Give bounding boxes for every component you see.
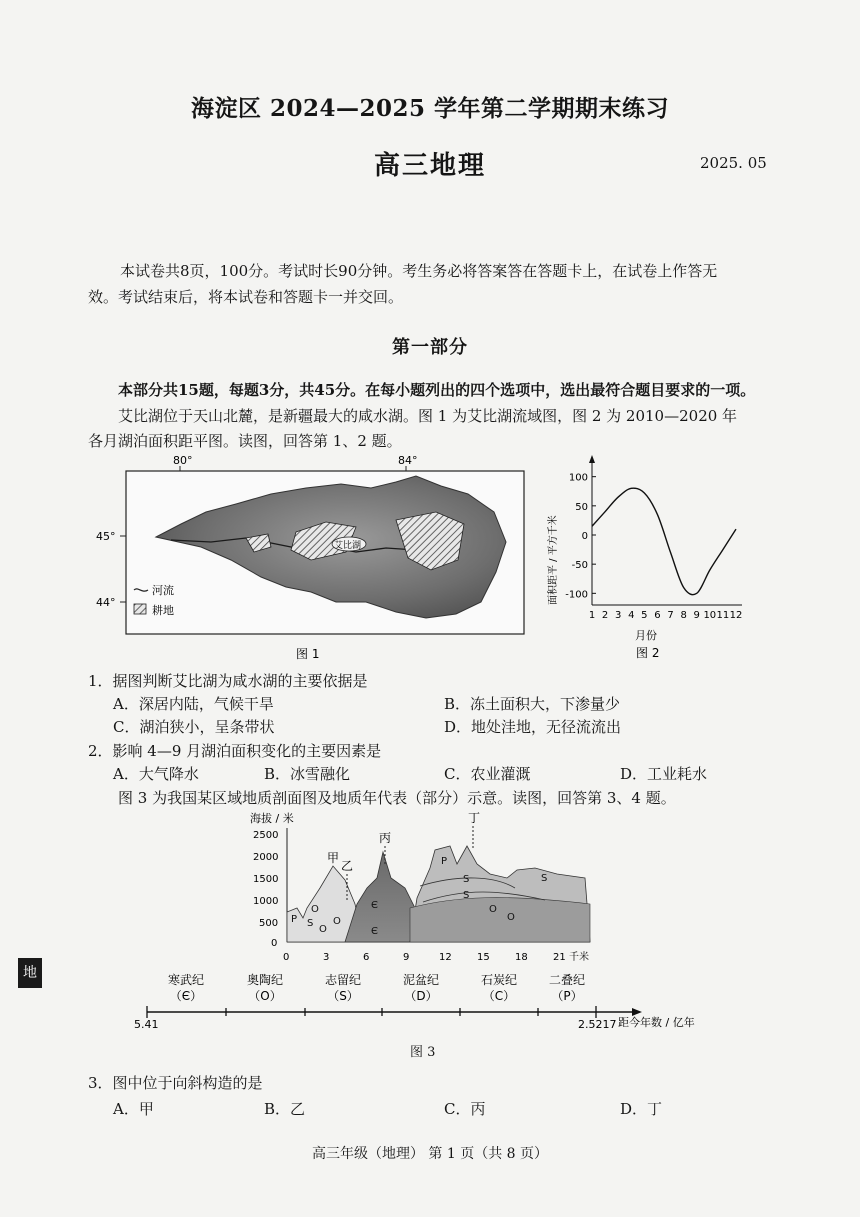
fig3-ytick-1500: 1500 bbox=[253, 874, 279, 885]
stratum-o-west-2: O bbox=[319, 924, 327, 935]
fig2-xtick: 1 bbox=[588, 610, 596, 621]
period-ordovician: 奥陶纪 bbox=[246, 973, 284, 987]
period-silurian-sym: （S） bbox=[327, 989, 359, 1003]
fig2-xtick: 6 bbox=[654, 610, 661, 621]
period-silurian: 志留纪 bbox=[324, 973, 362, 987]
q3-option-d[interactable]: D．丁 bbox=[620, 1100, 663, 1118]
fig3-ytick-1000: 1000 bbox=[253, 896, 279, 907]
stratum-s-east-1: S bbox=[463, 874, 470, 885]
period-permian: 二叠纪 bbox=[548, 973, 586, 987]
legend-farmland-symbol bbox=[134, 604, 146, 614]
q3-option-a[interactable]: A．甲 bbox=[113, 1100, 154, 1118]
fig2-xtick: 7 bbox=[667, 610, 674, 621]
fig3-ytick-2500: 2500 bbox=[253, 830, 279, 841]
stratum-p-east: P bbox=[441, 856, 448, 867]
context2: 图 3 为我国某区域地质剖面图及地质年代表（部分）示意。读图，回答第 3、4 题。 bbox=[118, 789, 676, 807]
instructions-line-1: 本试卷共8页，100分。考试时长90分钟。考生务必将答案答在答题卡上，在试卷上作答无 bbox=[120, 262, 718, 280]
fig2-ytick: 0 bbox=[581, 531, 588, 542]
period-devonian-sym: （D） bbox=[404, 989, 438, 1003]
series-line bbox=[592, 488, 736, 595]
instructions-line-2: 效。考试结束后，将本试卷和答题卡一并交回。 bbox=[88, 288, 404, 306]
stratum-s-east-2: S bbox=[463, 890, 470, 901]
legend-river-label: 河流 bbox=[152, 584, 174, 597]
exam-title: 海淀区 2024—2025 学年第二学期期末练习 bbox=[190, 95, 670, 122]
lake-label: 艾比湖 bbox=[334, 541, 362, 551]
context1-line-2: 各月湖泊面积距平图。读图，回答第 1、2 题。 bbox=[88, 432, 402, 450]
lat-label-44: 44° bbox=[96, 596, 116, 609]
q2-option-a[interactable]: A．大气降水 bbox=[113, 765, 199, 783]
fig3-xtick-18: 18 bbox=[515, 952, 528, 963]
figure1-caption: 图 1 bbox=[296, 647, 320, 661]
fig2-xtick: 5 bbox=[641, 610, 648, 621]
marker-yi: 乙 bbox=[341, 859, 354, 873]
fig3-xtick-3: 3 bbox=[323, 952, 330, 963]
stratum-s-east-3: S bbox=[541, 873, 548, 884]
period-cambrian: 寒武纪 bbox=[167, 973, 205, 987]
fig2-ytick: 100 bbox=[568, 472, 588, 484]
fig2-ytick: -50 bbox=[571, 560, 588, 572]
q2-stem: 2．影响 4—9 月湖泊面积变化的主要因素是 bbox=[88, 742, 382, 760]
fig3-ytick-500: 500 bbox=[259, 918, 279, 929]
stratum-o-west-1: O bbox=[311, 904, 319, 915]
legend-farmland-label: 耕地 bbox=[152, 604, 174, 617]
part-intro: 本部分共15题，每题3分，共45分。在每小题列出的四个选项中，选出最符合题目要求的一项。 bbox=[118, 381, 756, 399]
fig3-xunit: 千米 bbox=[569, 952, 589, 963]
fig2-xtick: 8 bbox=[680, 610, 687, 621]
q3-stem: 3．图中位于向斜构造的是 bbox=[88, 1074, 263, 1092]
period-ordovician-sym: （O） bbox=[248, 989, 282, 1003]
fig2-xtick: 11 bbox=[716, 610, 730, 621]
marker-jia: 甲 bbox=[327, 851, 340, 865]
y-axis-arrow bbox=[589, 455, 595, 463]
figure3-caption: 图 3 bbox=[410, 1045, 436, 1060]
timeline-axis-label: 距今年数 / 亿年 bbox=[618, 1016, 695, 1029]
stratum-p-west: P bbox=[291, 914, 298, 925]
period-cambrian-sym: （Є） bbox=[169, 989, 203, 1003]
q2-option-c[interactable]: C．农业灌溉 bbox=[444, 765, 531, 783]
part-title: 第一部分 bbox=[392, 337, 468, 358]
page-footer: 高三年级（地理） 第 1 页（共 8 页） bbox=[311, 1146, 549, 1162]
side-tab: 地 bbox=[18, 958, 42, 988]
q1-option-d[interactable]: D．地处洼地，无径流流出 bbox=[444, 718, 622, 736]
stratum-o-east-2: O bbox=[507, 912, 515, 923]
east-lower-layer bbox=[410, 898, 590, 942]
q2-option-b[interactable]: B．冰雪融化 bbox=[264, 765, 351, 783]
figure2-caption: 图 2 bbox=[636, 646, 660, 660]
stratum-o-west-3: O bbox=[333, 916, 341, 927]
q3-option-c[interactable]: C．丙 bbox=[444, 1100, 486, 1118]
q1-option-b[interactable]: B．冻土面积大，下渗量少 bbox=[444, 695, 621, 713]
q3-option-b[interactable]: B．乙 bbox=[264, 1100, 306, 1118]
period-permian-sym: （P） bbox=[551, 989, 583, 1003]
exam-date: 2025. 05 bbox=[700, 154, 767, 172]
period-carboniferous: 石炭纪 bbox=[480, 973, 518, 987]
lon-label-80: 80° bbox=[173, 454, 193, 467]
fig2-xtick: 10 bbox=[703, 610, 717, 621]
q2-option-d[interactable]: D．工业耗水 bbox=[620, 765, 708, 783]
fig2-xtick: 4 bbox=[628, 610, 635, 621]
fig2-xtick: 9 bbox=[693, 610, 700, 621]
q1-stem: 1．据图判断艾比湖为咸水湖的主要依据是 bbox=[88, 672, 368, 690]
context1-line-1: 艾比湖位于天山北麓，是新疆最大的咸水湖。图 1 为艾比湖流域图，图 2 为 2010—2020 年 bbox=[118, 407, 738, 425]
figure3-profile bbox=[245, 808, 625, 968]
lon-label-84: 84° bbox=[398, 454, 418, 467]
geologic-timeline bbox=[120, 970, 720, 1030]
marker-bing: 丙 bbox=[379, 831, 392, 845]
central-peak bbox=[345, 852, 420, 942]
fig2-xlabel: 月份 bbox=[635, 629, 657, 642]
marker-ding: 丁 bbox=[468, 811, 481, 825]
fig3-xtick-12: 12 bbox=[439, 952, 452, 963]
period-carboniferous-sym: （C） bbox=[482, 989, 516, 1003]
timeline-start: 5.41 bbox=[134, 1018, 159, 1030]
fig2-ytick: -100 bbox=[565, 589, 588, 601]
timeline-end: 2.5217 bbox=[578, 1018, 617, 1030]
fig2-ylabel: 面积距平 / 平方千米 bbox=[548, 515, 559, 605]
fig3-ylabel: 海拔 / 米 bbox=[250, 812, 294, 825]
subject-title: 高三地理 bbox=[373, 151, 486, 181]
fig2-xtick: 2 bbox=[601, 610, 609, 621]
stratum-cambrian-1: Є bbox=[371, 900, 378, 911]
fig2-ytick: 50 bbox=[575, 501, 588, 513]
figure2-chart bbox=[540, 455, 750, 665]
stratum-s-west: S bbox=[307, 918, 314, 929]
fig2-xtick: 12 bbox=[729, 610, 743, 621]
fig3-xtick-6: 6 bbox=[363, 952, 370, 963]
fig3-xtick-9: 9 bbox=[403, 952, 410, 963]
figure1-map bbox=[96, 452, 536, 664]
fig3-xtick-15: 15 bbox=[477, 952, 490, 963]
period-devonian: 泥盆纪 bbox=[402, 973, 440, 987]
fig2-xtick: 3 bbox=[614, 610, 622, 621]
fig3-xtick-0: 0 bbox=[283, 952, 290, 963]
stratum-o-east-1: O bbox=[489, 904, 497, 915]
q1-option-c[interactable]: C．湖泊狭小，呈条带状 bbox=[113, 718, 275, 736]
fig3-xtick-21: 21 bbox=[553, 952, 566, 963]
stratum-cambrian-2: Є bbox=[371, 926, 378, 937]
fig3-ytick-2000: 2000 bbox=[253, 852, 279, 863]
lat-label-45: 45° bbox=[96, 530, 116, 543]
q1-option-a[interactable]: A．深居内陆，气候干旱 bbox=[113, 695, 274, 713]
fig3-ytick-0: 0 bbox=[271, 938, 278, 949]
